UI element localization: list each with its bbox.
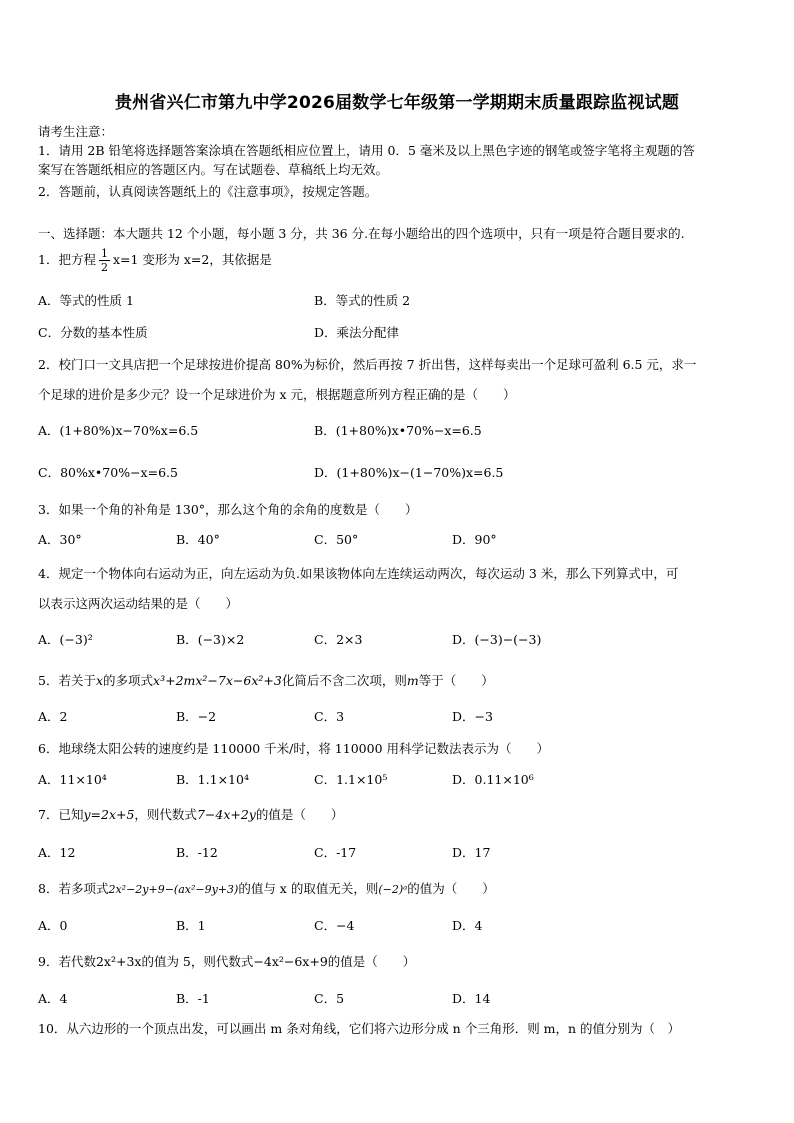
q9-mid: 的值为 5，则代数式 (141, 954, 254, 969)
question-10-stem: 10．从六边形的一个顶点出发，可以画出 m 条对角线，它们将六边形分成 n 个三角形．则 m，n 的值分别为（ ） (38, 1021, 681, 1036)
q5-suffix: 等于（ ） (418, 673, 494, 688)
q4-b-expr: (−3)×2 (197, 632, 245, 647)
q7-option-b: B．-12 (176, 845, 218, 860)
question-3-stem: 3．如果一个角的补角是 130°，那么这个角的余角的度数是（ ） (38, 502, 418, 517)
page-title: 贵州省兴仁市第九中学2026届数学七年级第一学期期末质量跟踪监视试题 (114, 93, 680, 113)
q7-suffix: 的值是（ ） (255, 807, 344, 822)
q8-prefix: 8．若多项式 (38, 881, 109, 896)
q5-polynomial: x³+2mx²−7x−6x²+3 (153, 673, 282, 688)
q2-a-label: A． (38, 423, 60, 438)
q7-expression: 7−4x+2y (196, 807, 256, 822)
q1-prefix: 1．把方程 (38, 252, 96, 267)
question-6-stem: 6．地球绕太阳公转的速度约是 110000 千米/时，将 110000 用科学记数法表示为（ ） (38, 741, 549, 756)
q1-option-b: B．等式的性质 2 (314, 293, 411, 308)
q9-expression-1: 2x²+3x (95, 954, 142, 969)
q4-option-c (314, 630, 362, 648)
q5-option-a: A．2 (38, 709, 68, 724)
q7-option-d: D．17 (452, 845, 491, 860)
q4-c-label: C． (314, 632, 337, 647)
q9-prefix: 9．若代数 (38, 954, 96, 969)
section-heading: 一、选择题：本大题共 12 个小题，每小题 3 分，共 36 分.在每小题给出的四个选项中，只有一项是符合题目要求的. (38, 226, 685, 241)
q7-option-c: C．-17 (314, 845, 357, 860)
question-2-stem: 2．校门口一文具店把一个足球按进价提高 80%为标价，然后再按 7 折出售，这样每卖出一个足球可盈利 6.5 元，求一 (38, 357, 697, 372)
q2-option-d (314, 463, 503, 481)
q7-equation: y=2x+5 (83, 807, 135, 822)
q3-option-a: A．30° (38, 532, 82, 547)
notice-item-2: 2．答题前，认真阅读答题纸上的《注意事项》，按规定答题。 (38, 184, 378, 199)
notice-item-1-cont: 案写在答题纸相应的答题区内。写在试题卷、草稿纸上均无效。 (38, 162, 389, 177)
q4-a-expr: (−3)² (59, 632, 93, 647)
q6-option-d: D．0.11×10⁶ (452, 772, 534, 787)
q1-option-d: D．乘法分配律 (314, 325, 400, 340)
q4-d-expr: (−3)−(−3) (474, 632, 542, 647)
q3-option-d: D．90° (452, 532, 497, 547)
q1-frac-den: 2 (100, 261, 108, 274)
q9-expression-2: −4x²−6x+9 (253, 954, 328, 969)
q5-mid1: 的多项式 (103, 673, 154, 688)
question-5-stem (38, 671, 494, 689)
q2-d-expr: (1+80%)x−(1−70%)x=6.5 (336, 465, 504, 480)
question-4-stem-cont: 以表示这两次运动结果的是（ ） (38, 596, 239, 611)
q8-suffix: 的值为（ ） (407, 881, 495, 896)
q8-polynomial: 2x²−2y+9−(ax²−9y+3) (108, 883, 239, 896)
q8-mid: 的值与 x 的取值无关，则 (238, 881, 379, 896)
q8-option-a: A．0 (38, 918, 68, 933)
q2-d-label: D． (314, 465, 337, 480)
q4-c-expr: 2×3 (336, 632, 363, 647)
q3-option-c: C．50° (314, 532, 359, 547)
question-8-stem (38, 879, 495, 897)
q8-expression: (−2)ᵃ (378, 883, 408, 896)
question-2-stem-cont: 个足球的进价是多少元？设一个足球进价为 x 元，根据题意所列方程正确的是（ ） (38, 387, 516, 402)
q9-option-b: B．-1 (176, 991, 210, 1006)
q2-option-c (38, 463, 178, 481)
q7-mid: ，则代数式 (134, 807, 197, 822)
q1-option-a: A．等式的性质 1 (38, 293, 134, 308)
q2-option-a (38, 421, 198, 439)
q6-option-c: C．1.1×10⁵ (314, 772, 388, 787)
q8-option-b: B．1 (176, 918, 206, 933)
q7-prefix: 7．已知 (38, 807, 84, 822)
q8-option-d: D．4 (452, 918, 483, 933)
notice-item-1: 1．请用 2B 铅笔将选择题答案涂填在答题纸相应位置上，请用 0．5 毫米及以上黑色字迹的钢笔或签字笔将主观题的答 (38, 143, 695, 158)
q1-mid: x=1 变形为 x=2，其依据是 (112, 252, 272, 267)
q7-option-a: A．12 (38, 845, 76, 860)
q5-var-x: x (95, 673, 104, 688)
q5-var-m: m (406, 673, 419, 688)
question-4-stem: 4．规定一个物体向右运动为正，向左运动为负.如果该物体向左连续运动两次，每次运动 3 米，那么下列算式中，可 (38, 566, 679, 581)
q9-option-a: A．4 (38, 991, 68, 1006)
q4-option-d (452, 630, 541, 648)
q2-c-label: C． (38, 465, 61, 480)
question-1-stem (38, 248, 272, 273)
q9-option-d: D．14 (452, 991, 491, 1006)
q2-c-expr: 80%x•70%−x=6.5 (60, 465, 178, 480)
q2-b-label: B． (314, 423, 336, 438)
q4-a-label: A． (38, 632, 60, 647)
q1-option-c: C．分数的基本性质 (38, 325, 148, 340)
notice-heading: 请考生注意： (38, 124, 114, 139)
q4-d-label: D． (452, 632, 475, 647)
q1-fraction (99, 248, 110, 273)
question-9-stem (38, 952, 415, 970)
q2-option-b (314, 421, 482, 439)
q6-option-a: A．11×10⁴ (38, 772, 107, 787)
q5-option-d: D．−3 (452, 709, 493, 724)
q1-frac-num: 1 (100, 247, 108, 260)
q6-option-b: B．1.1×10⁴ (176, 772, 249, 787)
q4-option-b (176, 630, 244, 648)
q5-option-c: C．3 (314, 709, 345, 724)
q5-option-b: B．−2 (176, 709, 217, 724)
q2-b-expr: (1+80%)x•70%−x=6.5 (335, 423, 482, 438)
q3-option-b: B．40° (176, 532, 220, 547)
q4-option-a (38, 630, 93, 648)
q9-option-c: C．5 (314, 991, 345, 1006)
q5-prefix: 5．若关于 (38, 673, 96, 688)
q8-option-c: C．−4 (314, 918, 355, 933)
question-7-stem (38, 805, 343, 823)
q9-suffix: 的值是（ ） (327, 954, 416, 969)
q2-a-expr: (1+80%)x−70%x=6.5 (59, 423, 199, 438)
q4-b-label: B． (176, 632, 198, 647)
q5-mid2: 化简后不含二次项，则 (281, 673, 407, 688)
